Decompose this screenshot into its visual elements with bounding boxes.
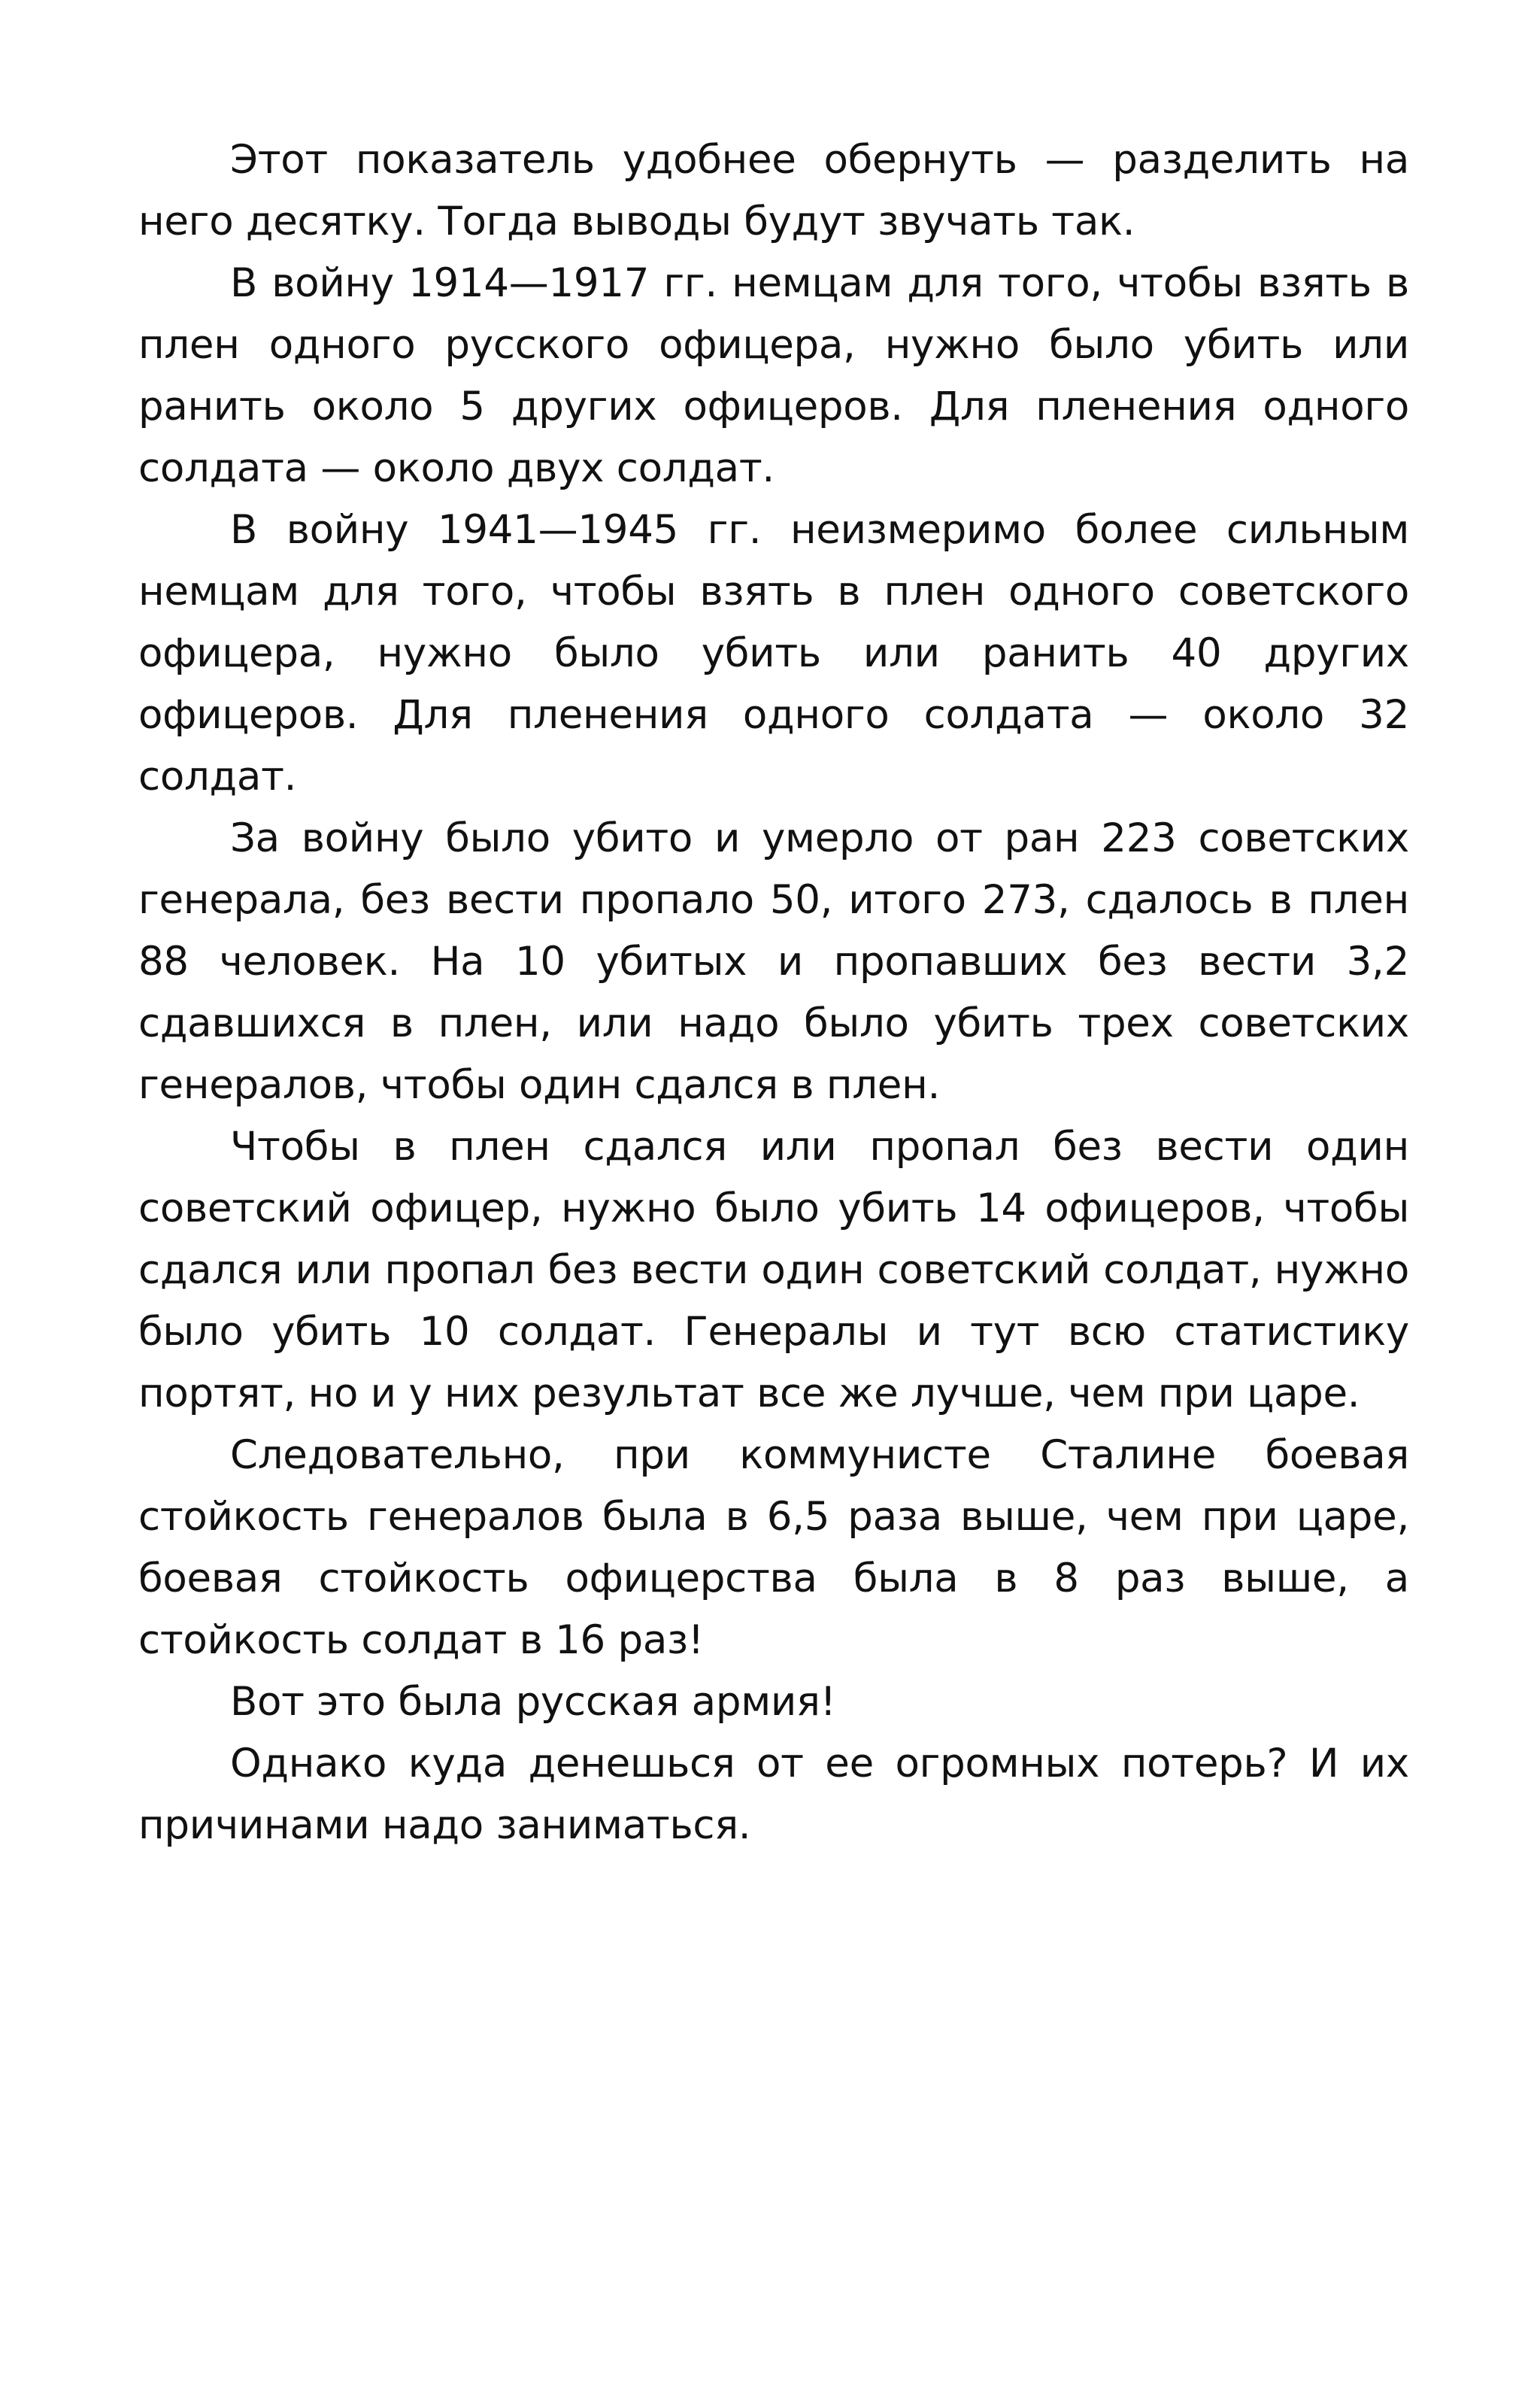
paragraph-1: Этот показатель удобнее обернуть — разделить на него десятку. Тогда выводы будут звучать так.	[138, 137, 1409, 244]
paragraph-8: Однако куда денешься от ее огромных потерь? И их причинами надо заниматься.	[138, 1741, 1409, 1848]
paragraph-4: За войну было убито и умерло от ран 223 советских генерала, без вести пропало 50, итого 273, сдалось в плен 88 человек. На 10 убитых и пропавших без вести 3,2 сдавшихся в плен, или надо было убить трех советских генералов, чтобы один сдался в плен.	[138, 815, 1409, 1108]
paragraph-3: В войну 1941—1945 гг. неизмеримо более сильным немцам для того, чтобы взять в плен одного советского офицера, нужно было убить или ранить 40 других офицеров. Для пленения одного солдата — около 32 солдат.	[138, 507, 1409, 800]
paragraph-2: В войну 1914—1917 гг. немцам для того, чтобы взять в плен одного русского офицера, нужно было убить или ранить около 5 других офицеров. Для пленения одного солдата — около двух солдат.	[138, 260, 1409, 491]
paragraph-6: Следовательно, при коммунисте Сталине боевая стойкость генералов была в 6,5 раза выше, чем при царе, боевая стойкость офицерства была в 8 раз выше, а стойкость солдат в 16 раз!	[138, 1432, 1409, 1663]
paragraph-5: Чтобы в плен сдался или пропал без вести один советский офицер, нужно было убить 14 офицеров, чтобы сдался или пропал без вести один советский солдат, нужно было убить 10 солдат. Генералы и тут всю статистику портят, но и у них результат все же лучше, чем при царе.	[138, 1124, 1409, 1416]
body-text	[138, 129, 1409, 1856]
paragraph-7: Вот это была русская армия!	[230, 1679, 836, 1725]
